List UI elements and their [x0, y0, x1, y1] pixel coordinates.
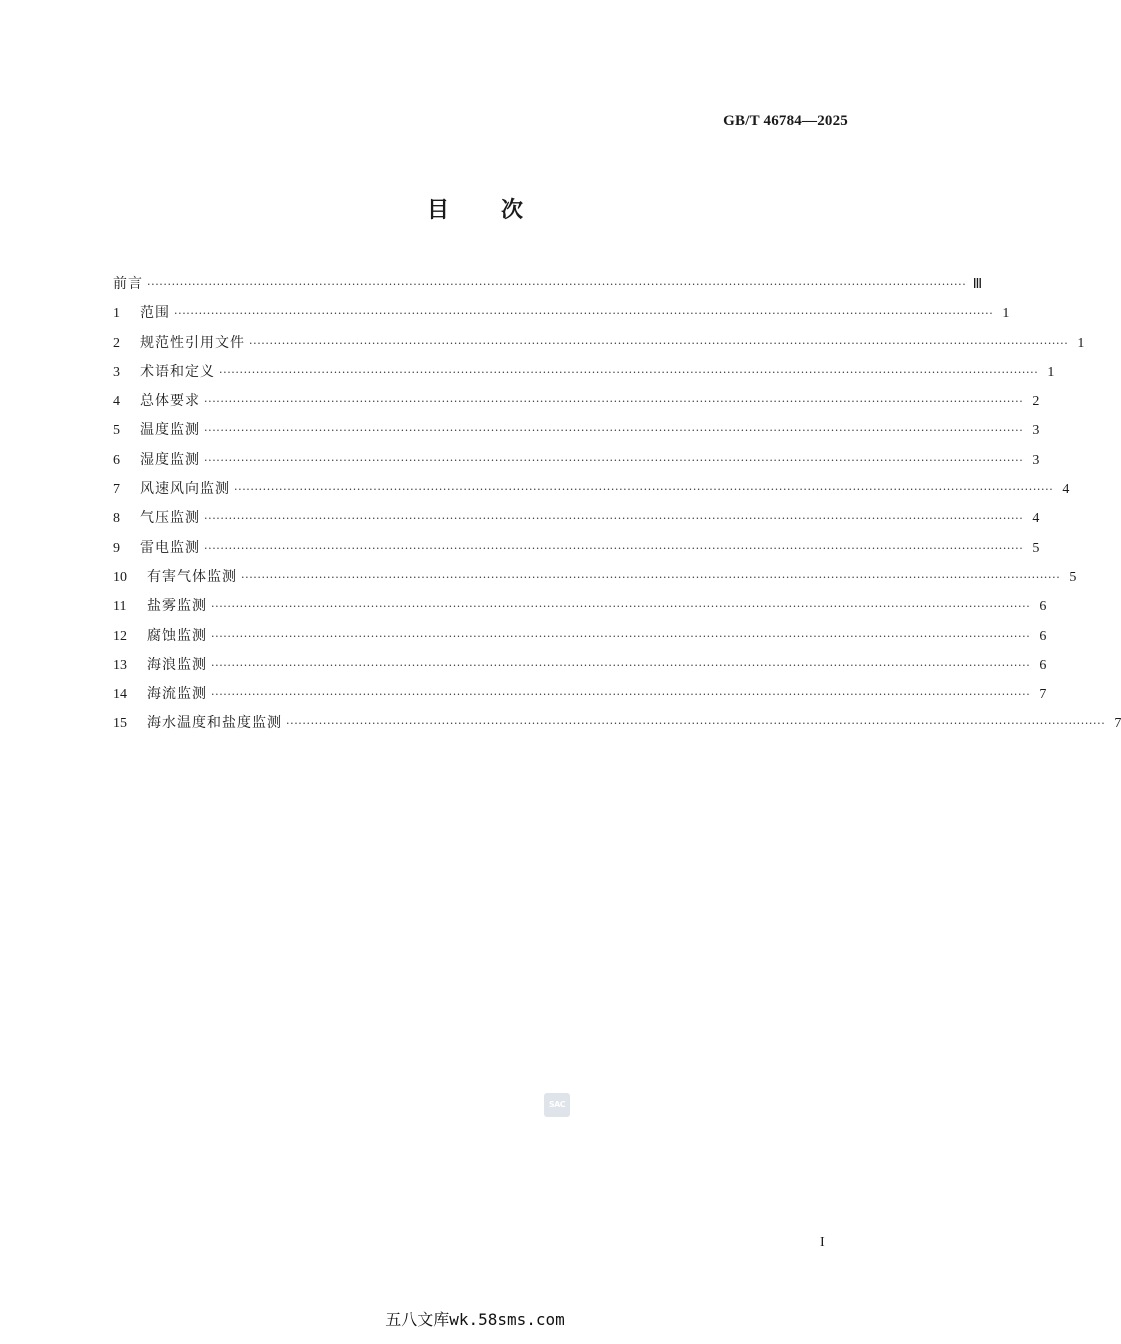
toc-entry-number: 6 [113, 452, 120, 468]
toc-leader-dots: ········································································································································································································ [204, 512, 1024, 526]
toc-entry-label: 盐雾监测 [147, 598, 207, 615]
toc-entry-label: 风速风向监测 [140, 481, 230, 498]
toc-entry-page: 6 [1039, 657, 1047, 673]
toc-entry [113, 416, 1040, 445]
toc-entry [113, 563, 1077, 592]
toc-entry-label: 气压监测 [140, 510, 200, 527]
toc-entry-page: 4 [1032, 511, 1040, 527]
toc-entry-label: 规范性引用文件 [140, 334, 245, 351]
toc-entry-number: 10 [113, 569, 127, 585]
toc-entry-page: 1 [1047, 364, 1055, 380]
toc-leader-dots: ········································································································································································································ [204, 395, 1024, 409]
toc-leader-dots: ········································································································································································································ [204, 424, 1024, 438]
toc-leader-dots: ········································································································································································································ [147, 278, 967, 291]
toc-leader-dots: ········································································································································································································ [211, 600, 1031, 614]
toc-leader-dots: ········································································································································································································ [204, 453, 1024, 467]
toc-entry-label: 总体要求 [140, 393, 200, 410]
toc-entry-page: 1 [1077, 335, 1085, 351]
toc-entry [113, 358, 1055, 387]
toc-entry-page: 5 [1032, 540, 1040, 556]
toc-leader-dots: ········································································································································································································ [219, 365, 1039, 379]
toc-entry-page: 2 [1032, 394, 1040, 410]
toc-leader-dots: ········································································································································································································ [241, 570, 1061, 584]
toc-title: 目次 [426, 198, 575, 223]
toc-entry [113, 680, 1047, 709]
toc-entry-label: 有害气体监测 [147, 568, 237, 585]
page-number: I [820, 1235, 825, 1250]
toc-list [113, 270, 1121, 739]
toc-entry [113, 475, 1070, 504]
toc-entry-number: 3 [113, 364, 120, 380]
toc-entry-number: 14 [113, 687, 127, 703]
toc-entry [113, 270, 983, 299]
toc-entry-label: 术语和定义 [140, 363, 215, 380]
toc-leader-dots: ········································································································································································································ [211, 629, 1031, 643]
toc-entry-label: 温度监测 [140, 422, 200, 439]
toc-entry-number: 11 [113, 599, 127, 615]
toc-entry [113, 709, 1121, 738]
toc-entry-number: 8 [113, 511, 120, 527]
toc-entry [113, 651, 1047, 680]
toc-entry-number: 4 [113, 394, 120, 410]
toc-entry [113, 534, 1040, 563]
toc-entry [113, 329, 1085, 358]
toc-entry-number: 5 [113, 423, 120, 439]
toc-leader-dots: ········································································································································································································ [211, 688, 1031, 702]
toc-entry-label: 雷电监测 [140, 539, 200, 556]
toc-entry-label: 湿度监测 [140, 451, 200, 468]
toc-entry-number: 7 [113, 482, 120, 498]
toc-entry [113, 504, 1040, 533]
toc-entry-page: 6 [1039, 628, 1047, 644]
toc-entry-label: 海流监测 [147, 686, 207, 703]
toc-entry [113, 446, 1040, 475]
toc-entry [113, 592, 1047, 621]
toc-entry [113, 299, 1010, 328]
toc-leader-dots: ········································································································································································································ [249, 336, 1069, 350]
toc-entry-page: 3 [1032, 452, 1040, 468]
toc-entry-page: 3 [1032, 423, 1040, 439]
toc-leader-dots: ········································································································································································································ [211, 658, 1031, 672]
toc-entry-page: 7 [1039, 687, 1047, 703]
toc-entry-page: 7 [1114, 716, 1121, 732]
toc-entry-label: 前言 [113, 276, 143, 292]
toc-entry-page: 1 [1002, 306, 1010, 322]
toc-entry-page: 6 [1039, 599, 1047, 615]
toc-entry-number: 9 [113, 540, 120, 556]
toc-leader-dots: ········································································································································································································ [286, 717, 1106, 731]
toc-entry-number: 2 [113, 335, 120, 351]
standard-code: GB/T 46784—2025 [723, 113, 848, 129]
toc-leader-dots: ········································································································································································································ [174, 307, 994, 321]
toc-leader-dots: ········································································································································································································ [234, 483, 1054, 497]
toc-entry-page: 5 [1069, 569, 1077, 585]
toc-entry-label: 海浪监测 [147, 656, 207, 673]
toc-entry-label: 腐蚀监测 [147, 627, 207, 644]
toc-entry-number: 1 [113, 306, 120, 322]
toc-entry-label: 海水温度和盐度监测 [147, 715, 282, 732]
toc-entry-number: 15 [113, 716, 127, 732]
toc-entry-number: 13 [113, 657, 127, 673]
toc-entry-page: Ⅲ [972, 277, 983, 292]
toc-entry-label: 范围 [140, 305, 170, 322]
toc-leader-dots: ········································································································································································································ [204, 541, 1024, 555]
toc-entry [113, 387, 1040, 416]
toc-entry [113, 622, 1047, 651]
footer-watermark: 五八文库wk.58sms.com [385, 1310, 565, 1329]
toc-entry-page: 4 [1062, 482, 1070, 498]
sac-logo-icon: SAC [544, 1093, 570, 1117]
toc-entry-number: 12 [113, 628, 127, 644]
